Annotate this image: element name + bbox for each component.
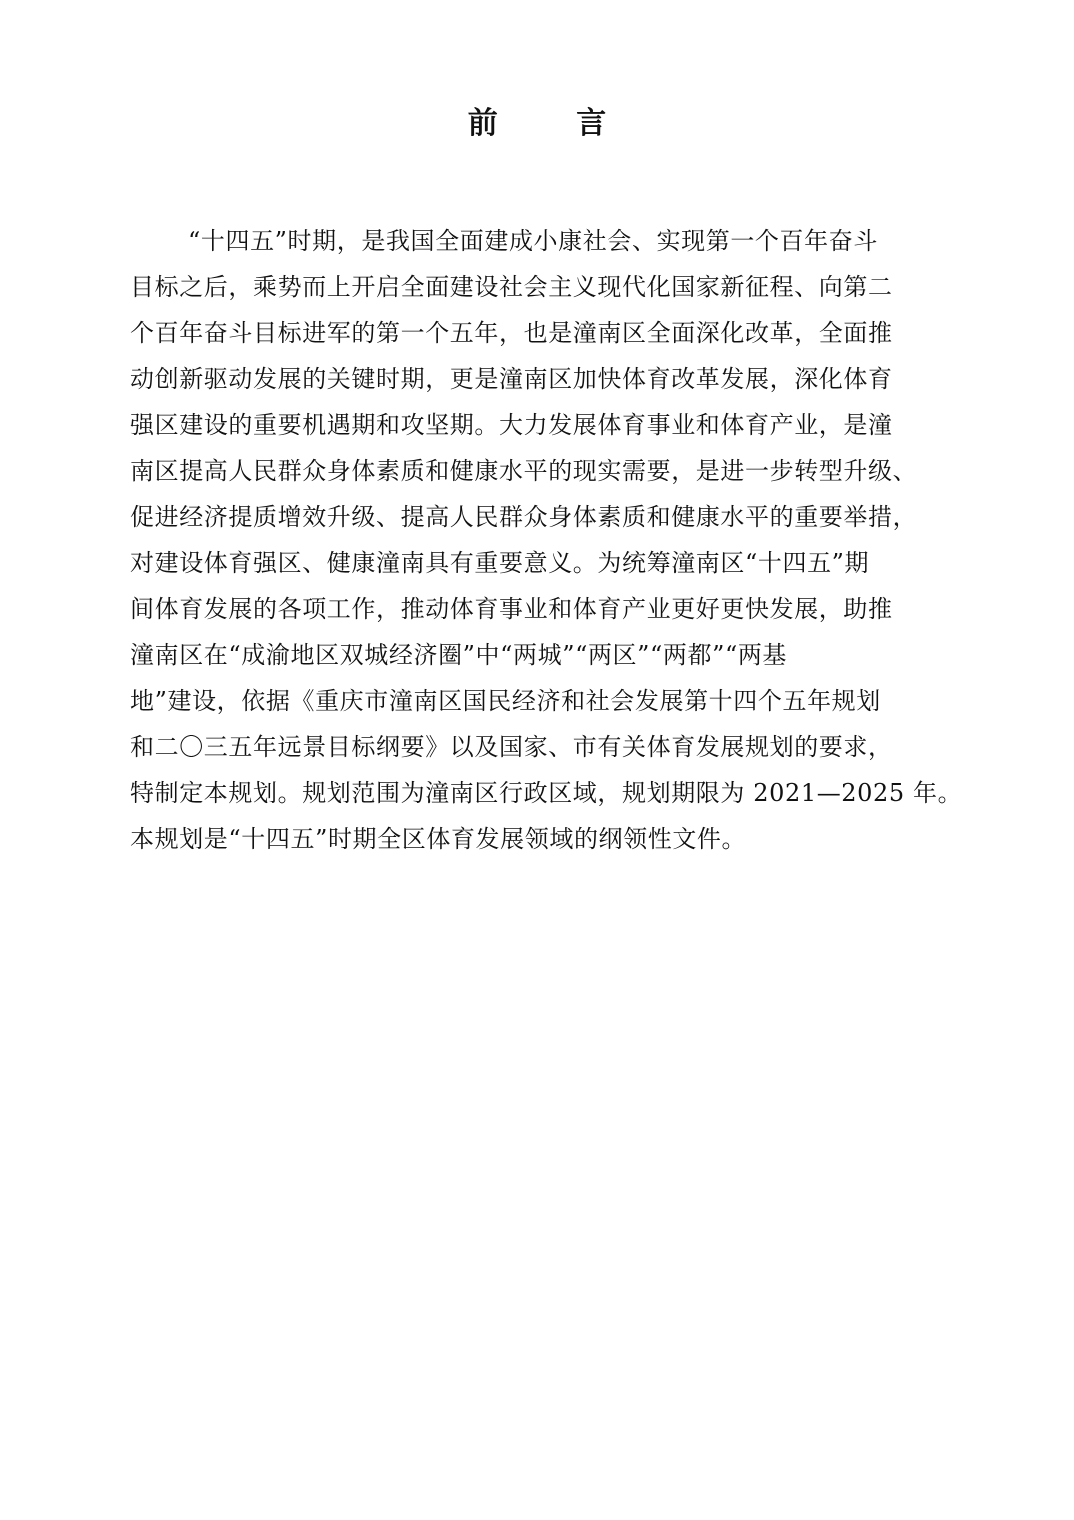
paragraph-line: 个百年奋斗目标进军的第一个五年，也是潼南区全面深化改革，全面推 <box>130 319 893 347</box>
paragraph-line: 潼南区在“成渝地区双城经济圈”中“两城”“两区”“两都”“两基 <box>130 641 788 669</box>
paragraph-line: 动创新驱动发展的关键时期，更是潼南区加快体育改革发展，深化体育 <box>130 365 893 393</box>
paragraph-line: 和二〇三五年远景目标纲要》以及国家、市有关体育发展规划的要求， <box>130 733 893 761</box>
paragraph-line: 本规划是“十四五”时期全区体育发展领域的纲领性文件。 <box>130 825 747 853</box>
paragraph-line: 特制定本规划。规划范围为潼南区行政区域，规划期限为 2021—2025 年。 <box>130 779 963 807</box>
paragraph-line: 目标之后，乘势而上开启全面建设社会主义现代化国家新征程、向第二 <box>130 273 893 301</box>
paragraph-line: 间体育发展的各项工作，推动体育事业和体育产业更好更快发展，助推 <box>130 595 893 623</box>
preface-paragraph <box>130 218 978 862</box>
paragraph-line: 促进经济提质增效升级、提高人民群众身体素质和健康水平的重要举措， <box>130 503 918 531</box>
page-title: 前 言 <box>467 106 641 141</box>
paragraph-line: 强区建设的重要机遇期和攻坚期。大力发展体育事业和体育产业，是潼 <box>130 411 893 439</box>
paragraph-line: 南区提高人民群众身体素质和健康水平的现实需要，是进一步转型升级、 <box>130 457 918 485</box>
paragraph-line: “十四五”时期，是我国全面建成小康社会、实现第一个百年奋斗 <box>188 227 878 255</box>
paragraph-line: 地”建设，依据《重庆市潼南区国民经济和社会发展第十四个五年规划 <box>130 687 881 715</box>
paragraph-line: 对建设体育强区、健康潼南具有重要意义。为统筹潼南区“十四五”期 <box>130 549 870 577</box>
